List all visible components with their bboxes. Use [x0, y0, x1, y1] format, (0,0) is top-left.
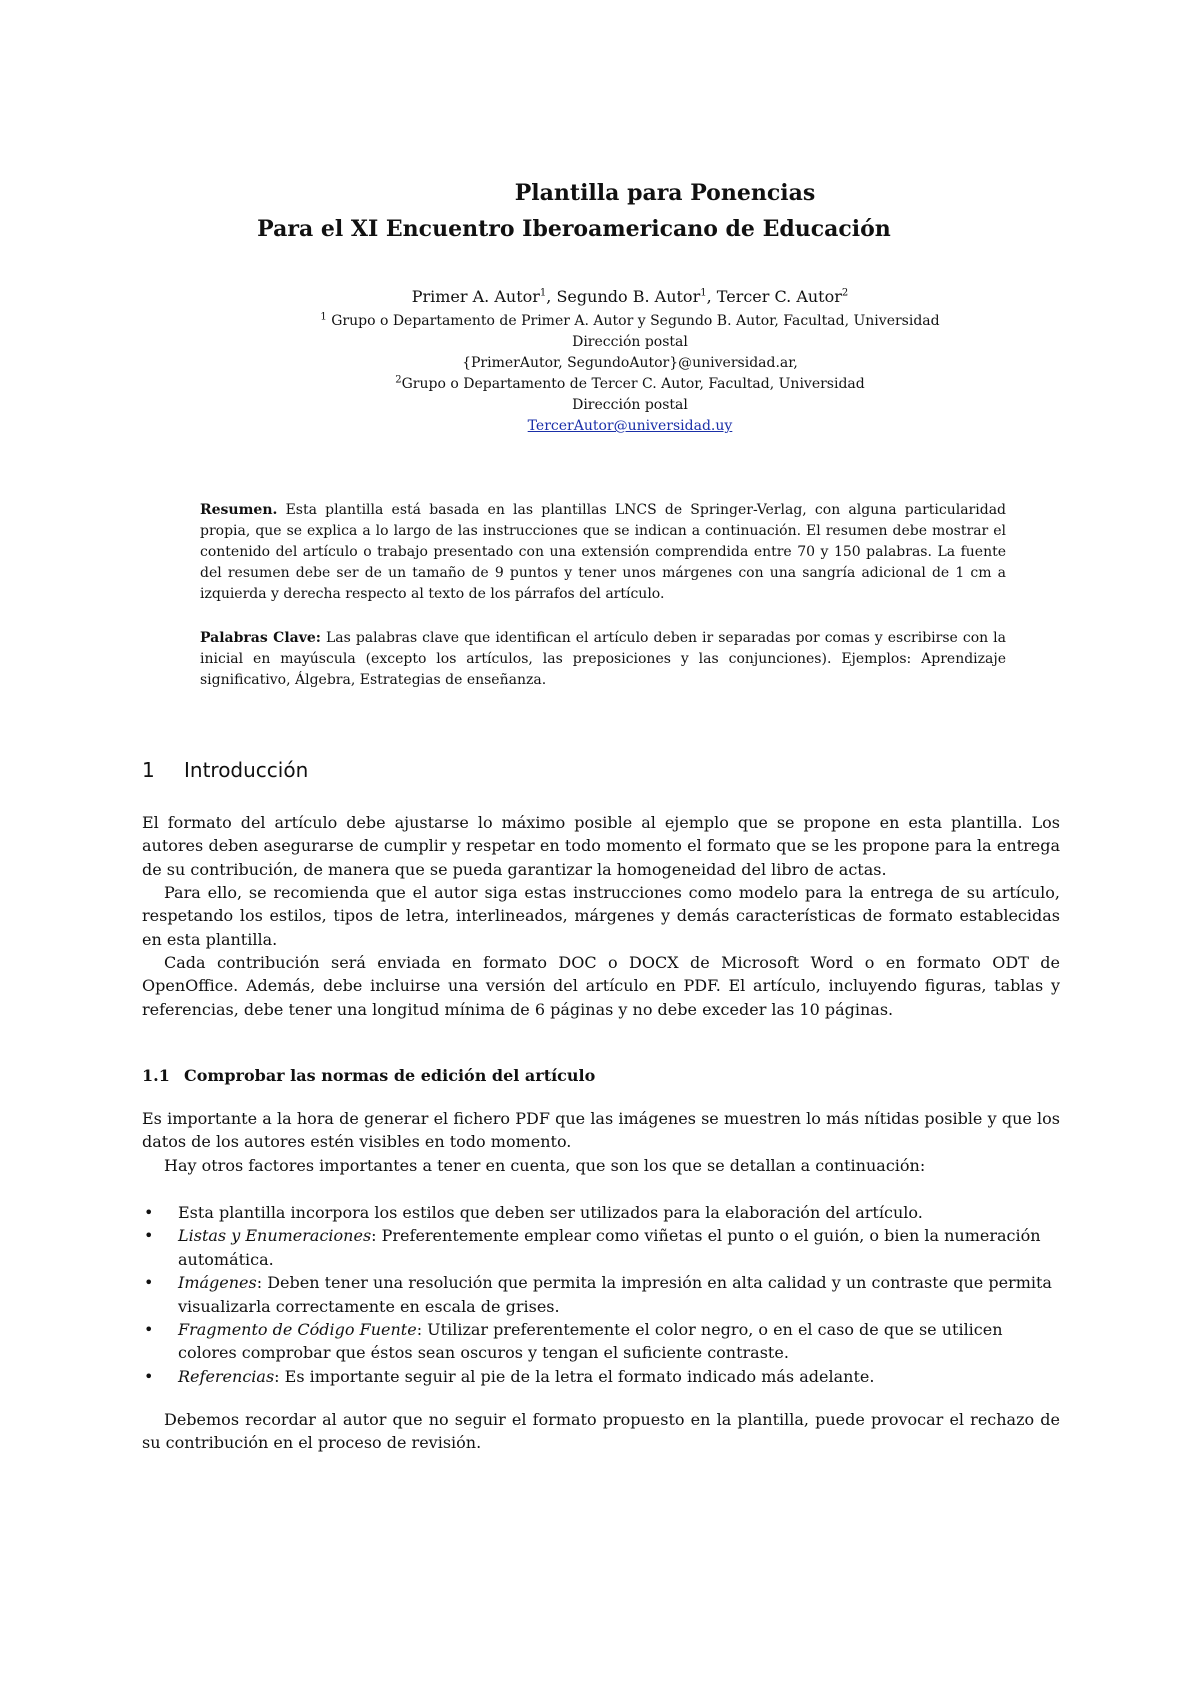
affiliation-2-text: Grupo o Departamento de Tercer C. Autor, Facultad, Universidad — [401, 376, 865, 392]
email-link[interactable]: TercerAutor@universidad.uy — [527, 418, 733, 434]
title-line-1: Plantilla para Ponencias — [514, 180, 816, 206]
subsection-title: Comprobar las normas de edición del artículo — [184, 1066, 596, 1085]
bullet-glyph: • — [144, 1203, 154, 1222]
author-2-affil: 1 — [700, 287, 707, 299]
bullet-list — [142, 1201, 1060, 1388]
affiliation-2 — [130, 376, 1130, 392]
list-item-text: : Es importante seguir al pie de la letra el formato indicado más adelante. — [274, 1366, 875, 1386]
subsection-1-1-heading — [142, 1066, 595, 1085]
list-item — [142, 1271, 1060, 1318]
section-number: 1 — [142, 758, 155, 782]
author-separator: , — [706, 287, 717, 306]
bullet-glyph: • — [144, 1226, 154, 1246]
list-item-emphasis: Referencias — [178, 1366, 275, 1386]
section-1-heading — [142, 758, 308, 782]
list-item — [142, 1224, 1060, 1271]
author-2: Segundo B. Autor — [556, 287, 701, 306]
subsection-number: 1.1 — [142, 1066, 170, 1085]
bullet-glyph: • — [144, 1366, 154, 1386]
affiliation-1-text: Grupo o Departamento de Primer A. Autor y Segundo B. Autor, Facultad, Universidad — [326, 313, 940, 329]
affiliation-1-address: Dirección postal — [572, 334, 688, 350]
abstract-label: Resumen. — [200, 502, 278, 518]
affiliation-2-email — [130, 418, 1130, 434]
paragraph: Para ello, se recomienda que el autor siga estas instrucciones como modelo para la entrega de su artículo, respetando los estilos, tipos de letra, interlineados, márgenes y demás características de formato establecidas en esta plantilla. — [142, 883, 1060, 949]
list-item-text: : Deben tener una resolución que permita la impresión en alta calidad y un contraste que permita visualizarla correctamente en escala de grises. — [178, 1273, 1052, 1316]
affiliation-2-mark: 2 — [395, 374, 402, 386]
list-item — [142, 1318, 1060, 1365]
author-1: Primer A. Autor — [411, 287, 540, 306]
affiliation-1-mark: 1 — [320, 311, 327, 323]
bullet-glyph: • — [144, 1273, 154, 1293]
paragraph: Cada contribución será enviada en formato DOC o DOCX de Microsoft Word o en formato ODT de OpenOffice. Además, debe incluirse una versión del artículo en PDF. El artículo, incluyendo figuras, tablas y referencias, debe tener una longitud mínima de 6 páginas y no debe exceder las 10 páginas. — [142, 953, 1060, 1019]
keywords — [200, 628, 1006, 691]
paragraph: Debemos recordar al autor que no seguir el formato propuesto en la plantilla, puede provocar el rechazo de su contribución en el proceso de revisión. — [142, 1410, 1060, 1453]
list-item-emphasis: Listas y Enumeraciones — [178, 1226, 372, 1246]
list-item — [142, 1365, 1060, 1388]
bullet-glyph: • — [144, 1320, 154, 1340]
list-item-text: : Utilizar preferentemente el color negro, o en el caso de que se utilicen colores comprobar que éstos sean oscuros y tengan el suficiente contraste. — [178, 1320, 1003, 1363]
author-1-affil: 1 — [539, 287, 547, 299]
section-title: Introducción — [184, 758, 309, 782]
author-3-affil: 2 — [841, 287, 849, 299]
abstract — [200, 500, 1006, 605]
author-list — [130, 287, 1130, 306]
abstract-text: Esta plantilla está basada en las plantillas LNCS de Springer-Verlag, con alguna particularidad propia, que se explica a lo largo de las instrucciones que se indican a continuación. El resumen debe mostrar el contenido del artículo o trabajo presentado con una extensión comprendida entre 70 y 150 palabras. La fuente del resumen debe ser de un tamaño de 9 puntos y tener unos márgenes con una sangría adicional de 1 cm a izquierda y derecha respecto al texto de los párrafos del artículo. — [200, 502, 1006, 602]
list-item-text: : Preferentemente emplear como viñetas el punto o el guión, o bien la numeración automática. — [178, 1226, 1041, 1269]
paragraph: El formato del artículo debe ajustarse lo máximo posible al ejemplo que se propone en esta plantilla. Los autores deben asegurarse de cumplir y respetar en todo momento el formato que se les propone para la entrega de su contribución, de manera que se pueda garantizar la homogeneidad del libro de actas. — [142, 813, 1060, 879]
list-item-emphasis: Imágenes — [178, 1273, 257, 1293]
affiliation-1-emails: {PrimerAutor, SegundoAutor}@universidad.ar, — [462, 355, 798, 371]
list-item-text: Esta plantilla incorpora los estilos que deben ser utilizados para la elaboración del artículo. — [178, 1203, 923, 1222]
list-item — [142, 1201, 1060, 1224]
keywords-label: Palabras Clave: — [200, 630, 321, 646]
author-3: Tercer C. Autor — [716, 287, 842, 306]
keywords-text: Las palabras clave que identifican el artículo deben ir separadas por comas y escribirse con la inicial en mayúscula (excepto los artículos, las preposiciones y las conjunciones). Ejemplos: Aprendizaje significativo, Álgebra, Estrategias de enseñanza. — [200, 630, 1006, 688]
title-line-2: Para el XI Encuentro Iberoamericano de Educación — [257, 216, 891, 242]
paragraph: Es importante a la hora de generar el fichero PDF que las imágenes se muestren lo más nítidas posible y que los datos de los autores estén visibles en todo momento. — [142, 1109, 1060, 1152]
affiliation-1 — [130, 313, 1130, 329]
affiliation-2-address: Dirección postal — [572, 397, 688, 413]
author-separator: , — [546, 287, 557, 306]
list-item-emphasis: Fragmento de Código Fuente — [178, 1320, 417, 1340]
paragraph: Hay otros factores importantes a tener en cuenta, que son los que se detallan a continuación: — [164, 1156, 926, 1175]
